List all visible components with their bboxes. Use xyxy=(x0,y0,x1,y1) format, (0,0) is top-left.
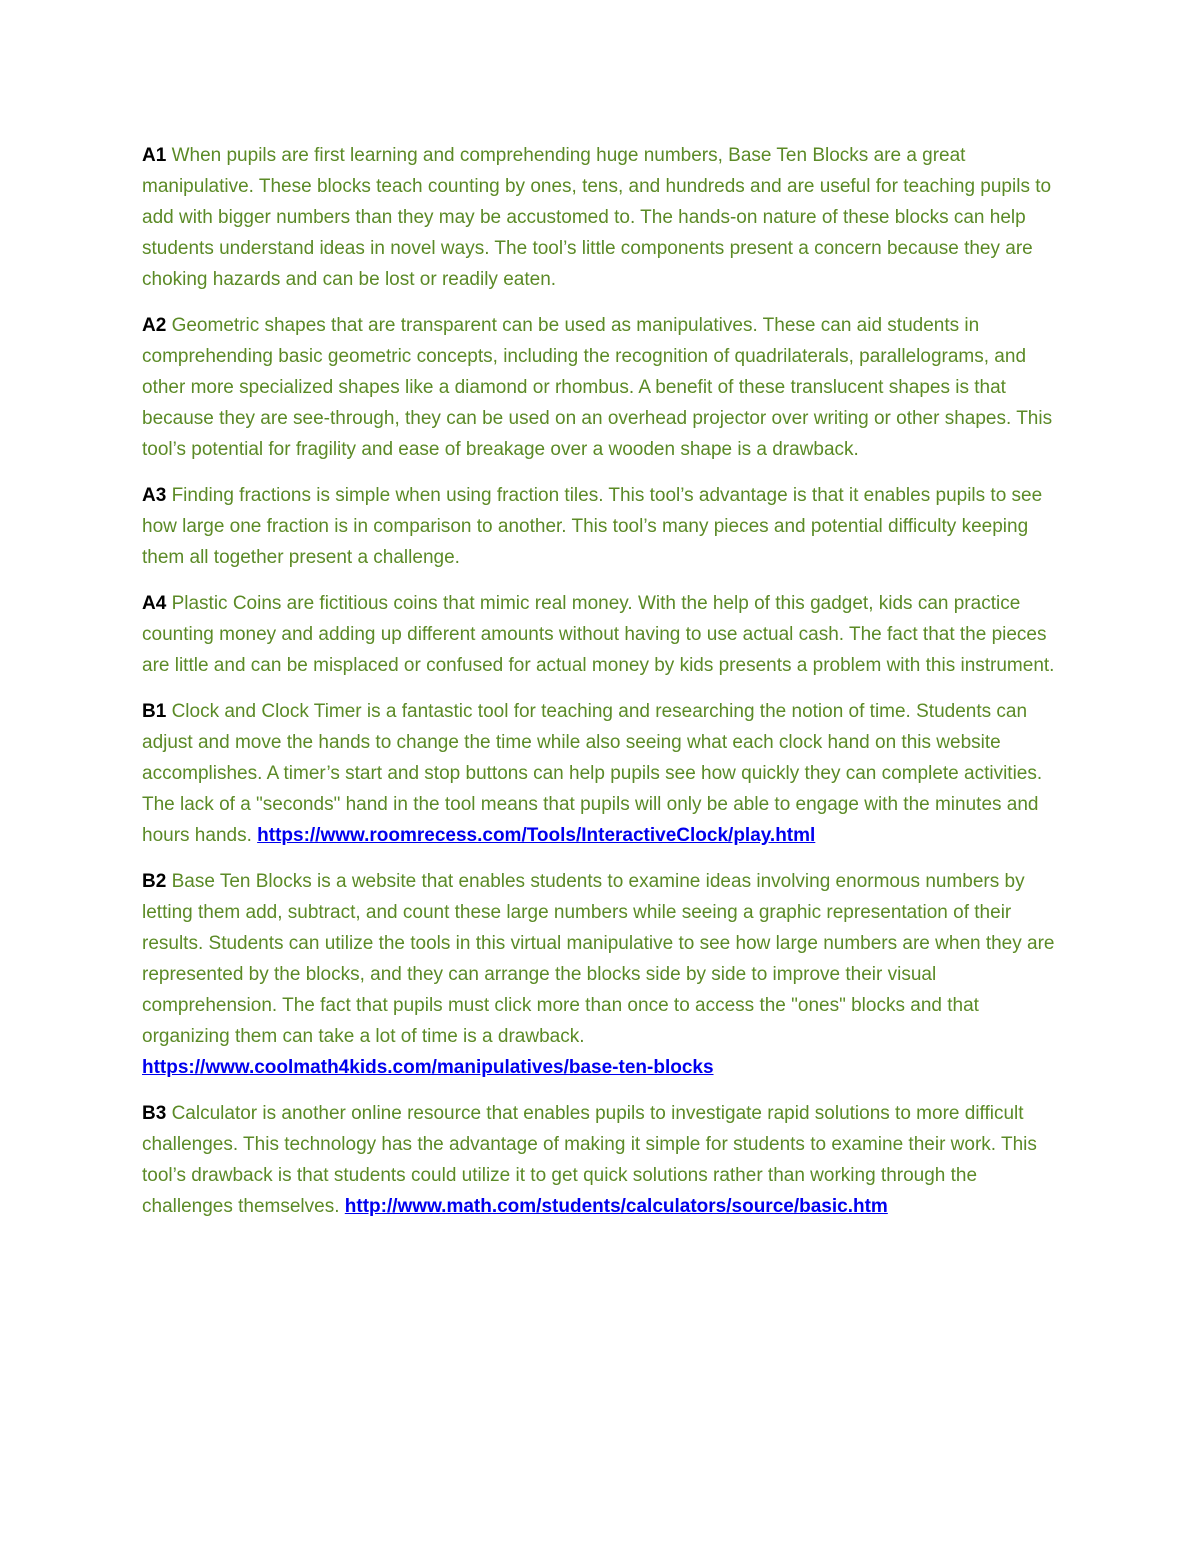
paragraph-text: Plastic Coins are fictitious coins that mimic real money. With the help of this gadget, kids can practice counting money and adding up different amounts without having to use actual cash. The fact that the pieces are little and can be misplaced or confused for actual money by kids presents a problem with this instrument. xyxy=(142,593,1055,676)
paragraph-text: Clock and Clock Timer is a fantastic tool for teaching and researching the notion of time. Students can adjust and move the hands to change the time while also seeing what each clock hand on this website accomplishes. A timer’s start and stop buttons can help pupils see how quickly they can complete activities. The lack of a "seconds" hand in the tool means that pupils will only be able to engage with the minutes and hours hands. xyxy=(142,701,1043,846)
document-page xyxy=(142,140,1064,1237)
paragraph-label: A1 xyxy=(142,145,167,166)
math-com-calculator-link[interactable]: http://www.math.com/students/calculators/source/basic.htm xyxy=(344,1196,888,1217)
paragraph-text: Calculator is another online resource that enables pupils to investigate rapid solutions to more difficult challenges. This technology has the advantage of making it simple for students to examine their work. This tool’s drawback is that students could utilize it to get quick solutions rather than working through the challenges themselves. xyxy=(142,1103,1037,1217)
paragraph-label: B1 xyxy=(142,701,167,722)
paragraph-text: Finding fractions is simple when using fraction tiles. This tool’s advantage is that it enables pupils to see how large one fraction is in comparison to another. This tool’s many pieces and potential difficulty keeping them all together present a challenge. xyxy=(142,485,1043,568)
paragraph-a2 xyxy=(142,310,1064,465)
paragraph-b2 xyxy=(142,866,1064,1083)
paragraph-label: A2 xyxy=(142,315,167,336)
coolmath4kids-blocks-link[interactable]: https://www.coolmath4kids.com/manipulatives/base-ten-blocks xyxy=(142,1057,714,1078)
paragraph-b1 xyxy=(142,696,1064,851)
roomrecess-clock-link[interactable]: https://www.roomrecess.com/Tools/InteractiveClock/play.html xyxy=(257,825,816,846)
paragraph-label: A4 xyxy=(142,593,167,614)
paragraph-text: Base Ten Blocks is a website that enables students to examine ideas involving enormous numbers by letting them add, subtract, and count these large numbers while seeing a graphic representation of their results. Students can utilize the tools in this virtual manipulative to see how large numbers are when they are represented by the blocks, and they can arrange the blocks side by side to improve their visual comprehension. The fact that pupils must click more than once to access the "ones" blocks and that organizing them can take a lot of time is a drawback. xyxy=(142,871,1055,1047)
paragraph-label: A3 xyxy=(142,485,167,506)
paragraph-a4 xyxy=(142,588,1064,681)
paragraph-text: Geometric shapes that are transparent can be used as manipulatives. These can aid students in comprehending basic geometric concepts, including the recognition of quadrilaterals, parallelograms, and other more specialized shapes like a diamond or rhombus. A benefit of these translucent shapes is that because they are see-through, they can be used on an overhead projector over writing or other shapes. This tool’s potential for fragility and ease of breakage over a wooden shape is a drawback. xyxy=(142,315,1053,460)
paragraph-text: When pupils are first learning and comprehending huge numbers, Base Ten Blocks are a great manipulative. These blocks teach counting by ones, tens, and hundreds and are useful for teaching pupils to add with bigger numbers than they may be accustomed to. The hands-on nature of these blocks can help students understand ideas in novel ways. The tool’s little components present a concern because they are choking hazards and can be lost or readily eaten. xyxy=(142,145,1052,290)
paragraph-label: B3 xyxy=(142,1103,167,1124)
paragraph-a3 xyxy=(142,480,1064,573)
paragraph-label: B2 xyxy=(142,871,167,892)
paragraph-b3 xyxy=(142,1098,1064,1222)
paragraph-a1 xyxy=(142,140,1064,295)
